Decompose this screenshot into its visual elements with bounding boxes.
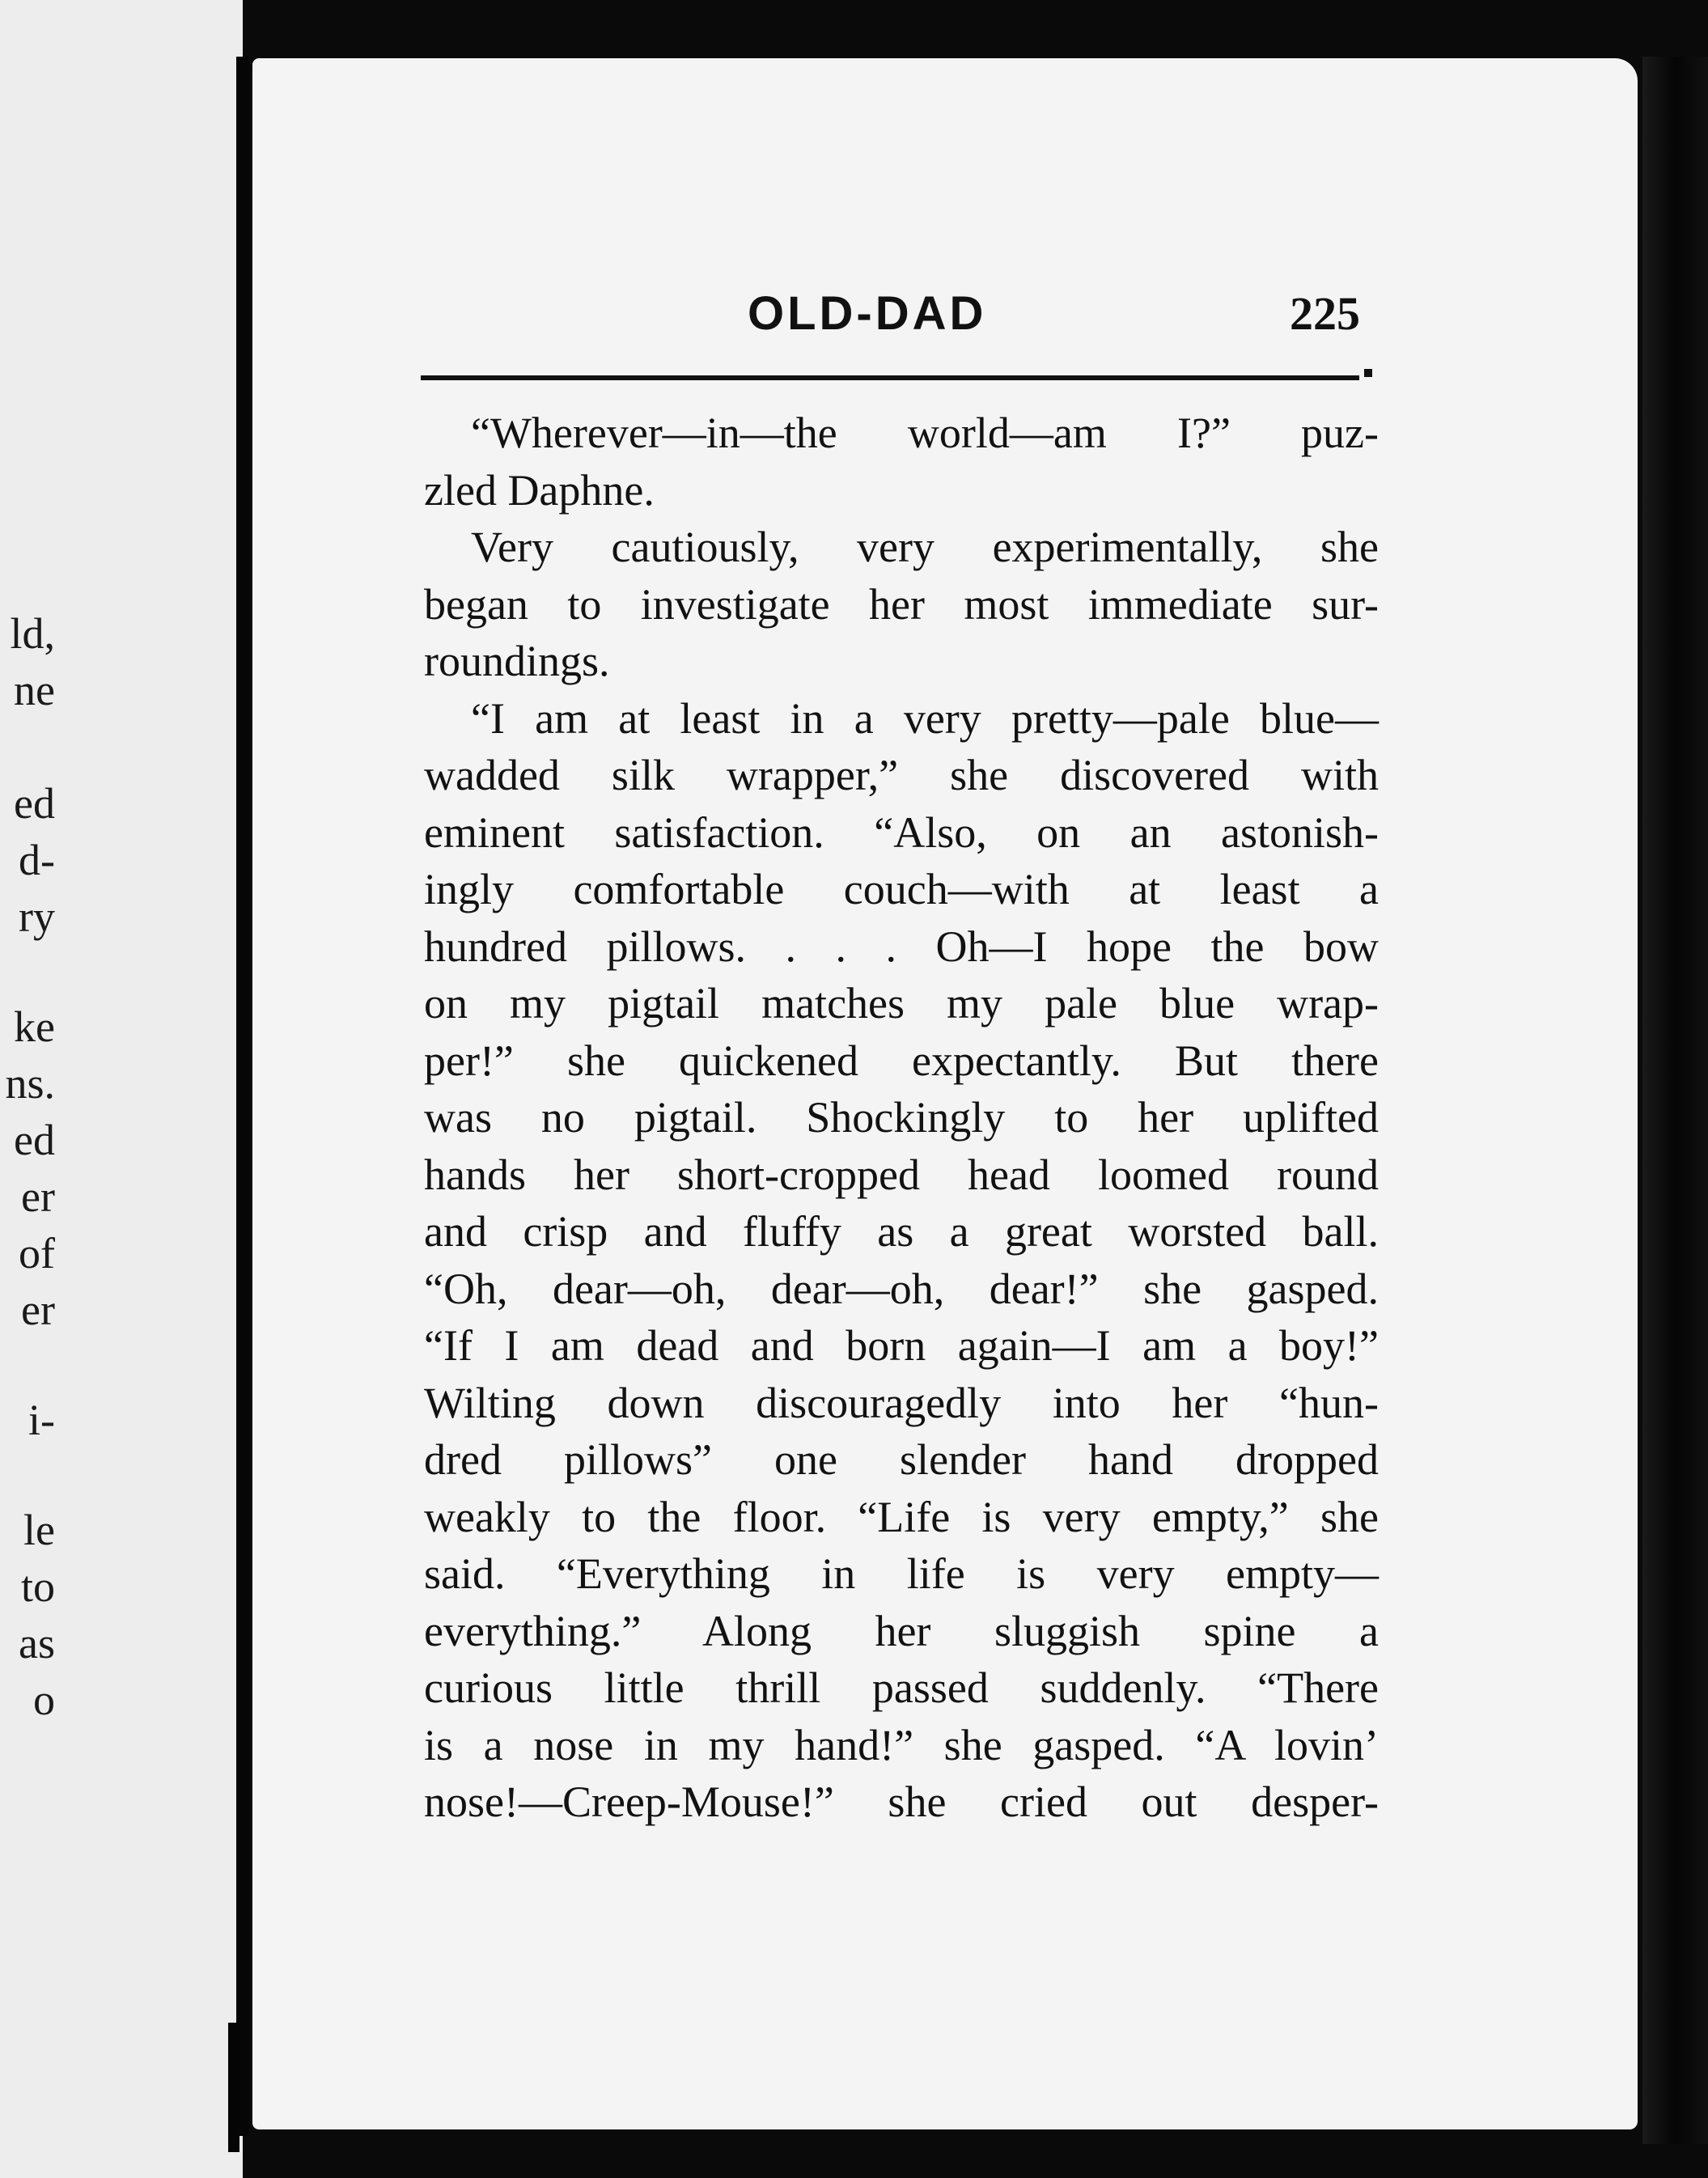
left-fragment: i- — [28, 1396, 55, 1444]
left-fragment: er — [21, 1172, 55, 1221]
page-header — [252, 286, 1638, 359]
text-line: on my pigtail matches my pale blue wrap- — [424, 979, 1379, 1028]
left-fragment: ed — [14, 1116, 55, 1164]
text-line: everything.” Along her sluggish spine a — [424, 1606, 1379, 1655]
text-line: Wilting down discouragedly into her “hun- — [424, 1378, 1379, 1427]
text-line: is a nose in my hand!” she gasped. “A lovin’ — [424, 1720, 1379, 1769]
text-line: hands her short-cropped head loomed round — [424, 1150, 1379, 1199]
text-line: “I am at least in a very pretty—pale blue— — [471, 693, 1379, 743]
left-fragment: er — [21, 1286, 55, 1334]
left-fragment: ld, — [10, 609, 55, 658]
text-line: dred pillows” one slender hand dropped — [424, 1435, 1379, 1484]
text-line: and crisp and fluffy as a great worsted ball. — [424, 1207, 1379, 1256]
text-line: “Wherever—in—the world—am I?” puz- — [471, 409, 1379, 457]
text-line: per!” she quickened expectantly. But there — [424, 1036, 1379, 1085]
text-line: began to investigate her most immediate sur- — [424, 579, 1379, 629]
text-line: eminent satisfaction. “Also, on an astonish- — [424, 807, 1379, 857]
page-number: 225 — [1290, 287, 1360, 340]
left-fragment: ed — [14, 779, 55, 828]
right-page — [252, 58, 1638, 2129]
left-fragment: as — [19, 1619, 55, 1667]
text-line: nose!—Creep-Mouse!” she cried out desper- — [424, 1778, 1379, 1826]
body-text — [424, 405, 1379, 1831]
text-line: curious little thrill passed suddenly. “There — [424, 1663, 1379, 1712]
text-line: ingly comfortable couch—with at least a — [424, 865, 1379, 913]
spine-shadow — [228, 2023, 239, 2152]
text-line: “If I am dead and born again—I am a boy!” — [424, 1321, 1379, 1370]
left-fragment: ne — [14, 666, 55, 714]
left-fragment: ns. — [5, 1059, 55, 1108]
book-edge — [1642, 57, 1708, 2144]
left-fragment: ke — [14, 1002, 55, 1051]
text-line: hundred pillows. . . . Oh—I hope the bow — [424, 922, 1379, 971]
left-fragment: le — [23, 1506, 55, 1554]
left-fragment: to — [20, 1562, 55, 1611]
left-fragment: o — [33, 1676, 55, 1724]
text-line: weakly to the floor. “Life is very empty,” she — [424, 1492, 1379, 1541]
text-line: was no pigtail. Shockingly to her uplifted — [424, 1093, 1379, 1142]
left-fragment: of — [19, 1229, 55, 1278]
header-rule — [421, 375, 1359, 380]
left-fragment: d- — [19, 836, 55, 884]
text-line: Very cautiously, very experimentally, she — [471, 523, 1379, 571]
book-gutter — [236, 57, 249, 2136]
text-line: said. “Everything in life is very empty— — [424, 1549, 1379, 1598]
text-line: roundings. — [424, 637, 610, 685]
running-title: OLD-DAD — [748, 287, 987, 340]
text-line: “Oh, dear—oh, dear—oh, dear!” she gasped. — [424, 1264, 1379, 1313]
text-line: wadded silk wrapper,” she discovered with — [424, 751, 1379, 799]
left-fragment: ry — [19, 892, 55, 941]
left-page-text-fragments — [0, 0, 243, 2178]
header-rule-dot — [1364, 369, 1372, 377]
text-line: zled Daphne. — [424, 465, 655, 515]
